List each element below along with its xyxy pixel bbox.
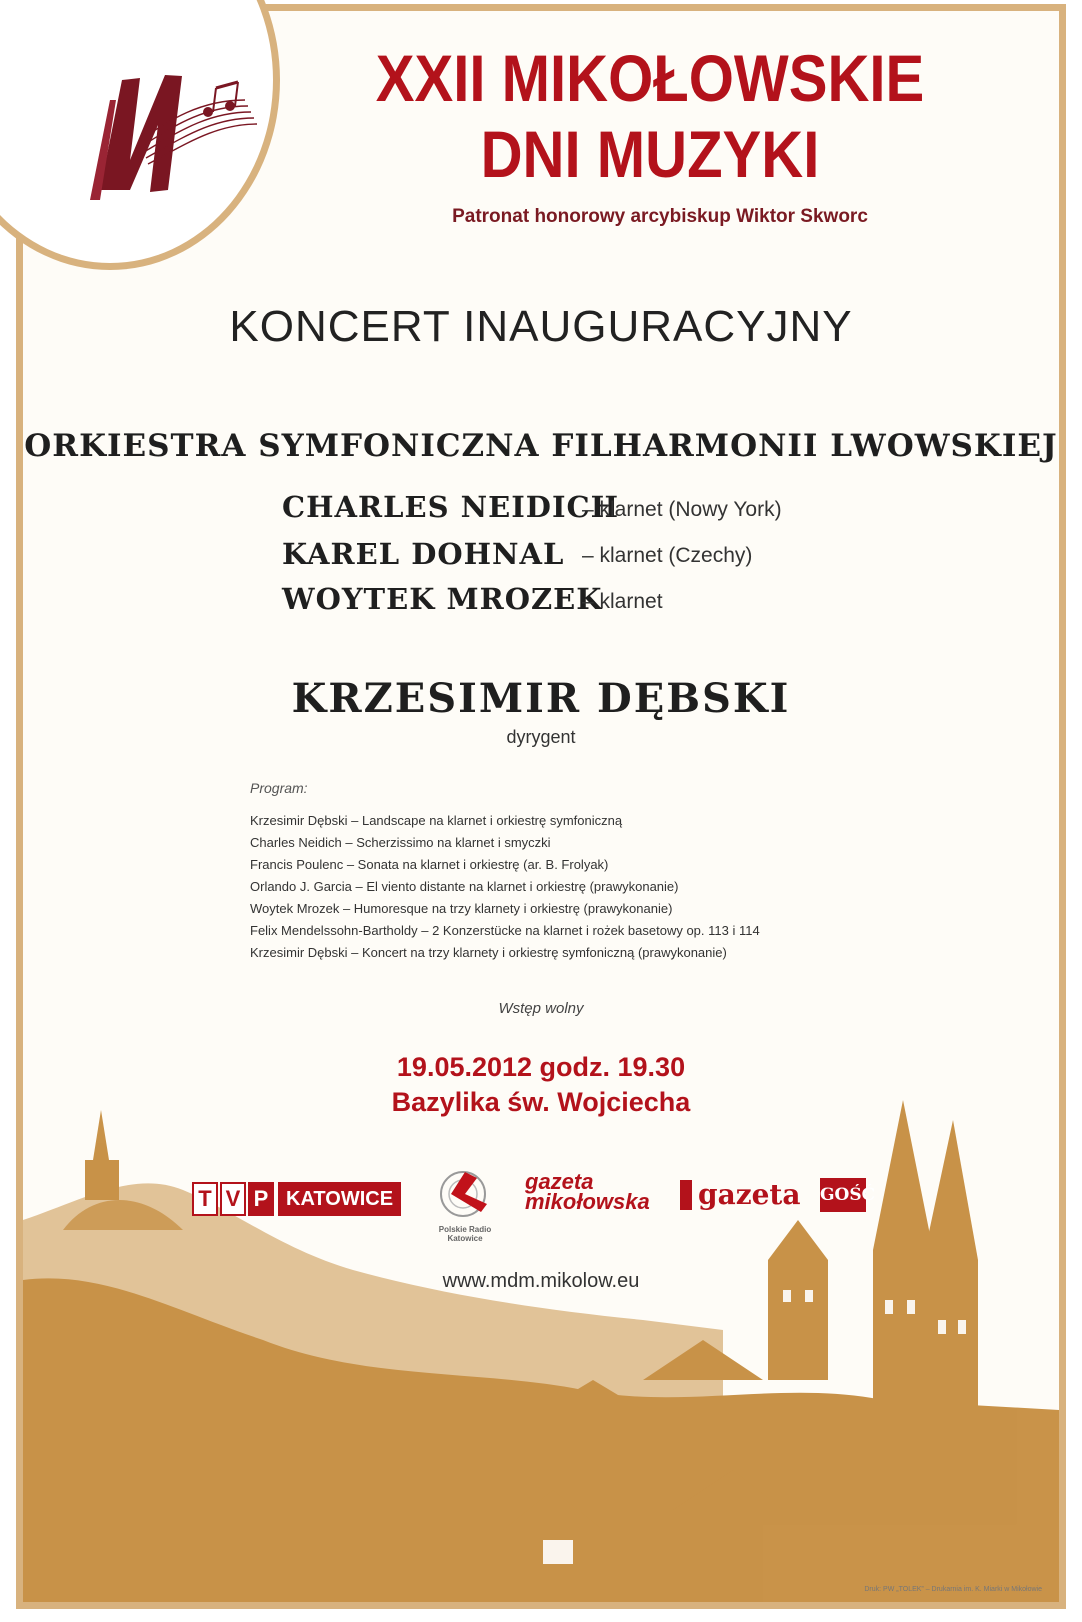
program-item: Felix Mendelssohn-Bartholdy – 2 Konzerstücke na klarnet i rożek basetowy op. 113 i 114 <box>250 923 760 938</box>
sponsor-logos <box>0 1168 1082 1243</box>
town-illustration <box>23 1080 1059 1602</box>
tvp-letter: V <box>220 1182 246 1216</box>
soloist-role: – klarnet (Nowy York) <box>582 498 782 521</box>
program-item: Orlando J. Garcia – El viento distante na klarnet i orkiestrę (prawykonanie) <box>250 879 679 894</box>
gazeta-mik-word1: gazeta <box>525 1169 594 1194</box>
soloist-name: WOYTEK MROZEK <box>282 582 603 616</box>
radio-line1: Polskie Radio <box>438 1225 492 1234</box>
soloist-role: – klarnet (Czechy) <box>582 544 753 567</box>
program-item: Charles Neidich – Scherzissimo na klarnet i smyczki <box>250 835 551 850</box>
gazeta-logo <box>680 1178 801 1211</box>
program-item: Krzesimir Dębski – Landscape na klarnet i orkiestrę symfoniczną <box>250 813 623 828</box>
program-item: Francis Poulenc – Sonata na klarnet i orkiestrę (ar. B. Frolyak) <box>250 857 609 872</box>
soloist-name: KAREL DOHNAL <box>282 537 565 571</box>
patronage-text: Patronat honorowy arcybiskup Wiktor Skworc <box>452 206 868 227</box>
program-label: Program: <box>250 780 308 796</box>
soloist-role: – klarnet <box>582 590 663 613</box>
orchestra-name: ORKIESTRA SYMFONICZNA FILHARMONII LWOWSKIEJ <box>24 428 1058 464</box>
website-url: www.mdm.mikolow.eu <box>442 1270 640 1292</box>
entry-note: Wstęp wolny <box>498 1000 584 1017</box>
soloist-name: CHARLES NEIDICH <box>282 490 619 524</box>
polskie-radio-katowice-logo <box>420 1168 510 1244</box>
conductor-role: dyrygent <box>506 727 576 747</box>
gazeta-bar-icon <box>680 1180 692 1210</box>
radio-katowice-icon <box>437 1168 493 1220</box>
gosc-logo: GOŚĆ <box>820 1178 866 1212</box>
radio-line2: Katowice <box>447 1234 483 1243</box>
festival-title-line1: XXII MIKOŁOWSKIE <box>375 41 925 115</box>
concert-name: KONCERT INAUGURACYJNY <box>229 302 853 351</box>
conductor-name: KRZESIMIR DĘBSKI <box>291 675 791 722</box>
gazeta-mikolowska-logo <box>525 1169 650 1214</box>
tvp-katowice-logo <box>192 1182 401 1216</box>
program-item: Krzesimir Dębski – Koncert na trzy klarnety i orkiestrę symfoniczną (prawykonanie) <box>250 945 727 960</box>
tvp-letter: T <box>192 1182 218 1216</box>
event-venue: Bazylika św. Wojciecha <box>391 1087 691 1117</box>
event-date: 19.05.2012 godz. 19.30 <box>396 1052 686 1082</box>
program-list <box>250 810 760 964</box>
gazeta-word: gazeta <box>698 1178 801 1211</box>
program-item: Woytek Mrozek – Humoresque na trzy klarnety i orkiestrę (prawykonanie) <box>250 901 673 916</box>
tvp-letter: P <box>248 1182 274 1216</box>
festival-title-line2: DNI MUZYKI <box>480 117 820 191</box>
festival-logo-icon <box>70 40 270 220</box>
gazeta-mik-word2: mikołowska <box>525 1189 650 1214</box>
tvp-city: KATOWICE <box>278 1182 401 1216</box>
print-note: Druk: PW „TOLEK” – Drukarnia im. K. Miarki w Mikołowie <box>864 1586 1042 1593</box>
